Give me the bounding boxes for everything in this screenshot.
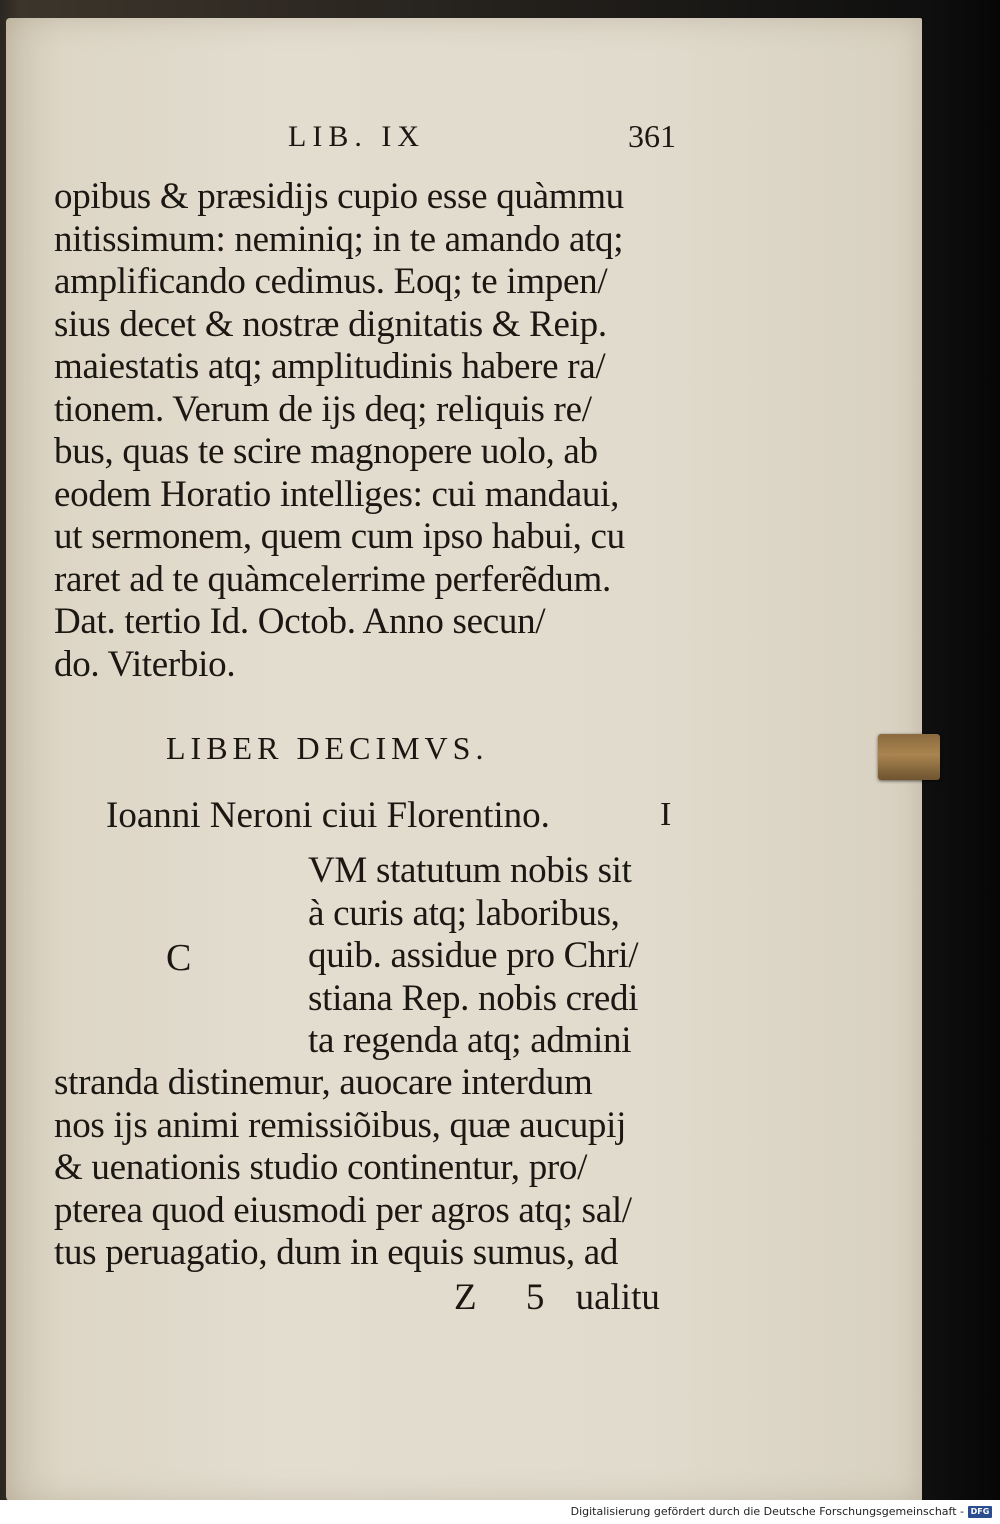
initial-letter: C — [166, 937, 192, 979]
footer-bar — [0, 1500, 1000, 1524]
page-number: 361 — [628, 118, 676, 154]
text-line: nos ijs animi remissiõibus, quæ aucupij — [54, 1104, 627, 1146]
book-title: LIBER DECIMVS. — [166, 730, 489, 766]
letter-number: I — [660, 796, 672, 833]
signature-line — [454, 1276, 660, 1319]
letter-closing-text — [54, 176, 625, 686]
text-line: nitissimum: neminiq; in te amando atq; — [54, 218, 624, 260]
text-line: opibus & præsidijs cupio esse quàmmu — [54, 176, 624, 217]
running-head: LIB. IX — [288, 120, 425, 153]
letter-address: Ioanni Neroni ciui Florentino. — [106, 795, 550, 836]
book-page — [6, 18, 922, 1502]
text-line: sius decet & nostræ dignitatis & Reip. — [54, 303, 607, 345]
text-line: eodem Horatio intelliges: cui mandaui, — [54, 473, 620, 515]
signature-mark: Z — [454, 1277, 477, 1318]
text-line: tus peruagatio, dum in equis sumus, ad — [54, 1232, 619, 1273]
text-line: Dat. tertio Id. Octob. Anno secun/ — [54, 601, 546, 642]
text-line: bus, quas te scire magnopere uolo, ab — [54, 431, 598, 472]
catchword: ualitu — [575, 1277, 660, 1318]
text-line: VM statutum nobis sit — [308, 850, 632, 891]
funding-credit: Digitalisierung gefördert durch die Deutsche Forschungsgemeinschaft - — [570, 1505, 964, 1518]
text-line: pterea quod eiusmodi per agros atq; sal/ — [54, 1189, 632, 1231]
text-line: raret ad te quàmcelerrime perferẽdum. — [54, 558, 611, 600]
text-line: maiestatis atq; amplitudinis habere ra/ — [54, 346, 606, 387]
letter-body-text — [54, 1062, 632, 1275]
text-line: tionem. Verum de ijs deq; reliquis re/ — [54, 388, 592, 430]
text-line: do. Viterbio. — [54, 643, 236, 685]
text-line: amplificando cedimus. Eoq; te impen/ — [54, 261, 608, 302]
letter-opening-text — [308, 850, 638, 1063]
text-line: ut sermonem, quem cum ipso habui, cu — [54, 516, 625, 557]
text-line: à curis atq; laboribus, — [308, 892, 620, 934]
text-line: & uenationis studio continentur, pro/ — [54, 1147, 588, 1188]
text-line: stiana Rep. nobis credi — [308, 977, 639, 1019]
text-line: stranda distinemur, auocare interdum — [54, 1062, 593, 1103]
text-line: ta regenda atq; admini — [308, 1020, 632, 1061]
bookmark-tab — [878, 734, 940, 780]
signature-number: 5 — [525, 1277, 545, 1318]
dfg-logo: DFG — [968, 1506, 992, 1518]
text-line: quib. assidue pro Chri/ — [308, 935, 639, 976]
